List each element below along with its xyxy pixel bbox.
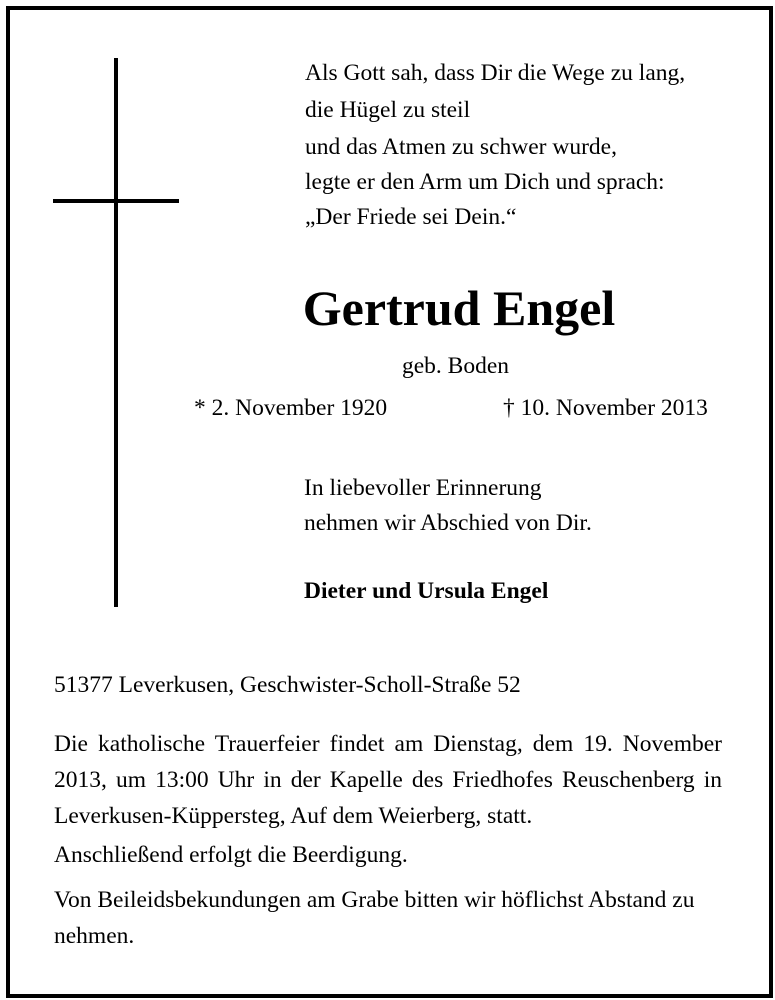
- mourners-signature: Dieter und Ursula Engel: [304, 578, 549, 604]
- memory-line: nehmen wir Abschied von Dir.: [304, 510, 592, 536]
- burial-notice: Anschließend erfolgt die Beerdigung.: [54, 842, 408, 868]
- condolence-notice: Von Beileidsbekundungen am Grabe bitten wir höflichst Abstand zu nehmen.: [54, 887, 695, 949]
- poem-line: die Hügel zu steil: [305, 97, 471, 123]
- ceremony-notice: Die katholische Trauerfeier findet am Dienstag, dem 19. November 2013, um 13:00 Uhr in der Kapelle des Friedhofes Reuschenberg in Leverkusen-Küppersteg, Auf dem Weierberg, statt.: [54, 731, 722, 829]
- maiden-name: geb. Boden: [402, 353, 510, 379]
- memory-line: In liebevoller Erinnerung: [304, 475, 542, 501]
- poem-line: „Der Friede sei Dein.“: [305, 204, 517, 230]
- cross-horizontal-bar: [53, 199, 179, 203]
- deceased-name: Gertrud Engel: [302, 280, 616, 336]
- poem-line: Als Gott sah, dass Dir die Wege zu lang,: [305, 60, 686, 86]
- death-date: † 10. November 2013: [503, 395, 708, 421]
- address: 51377 Leverkusen, Geschwister-Scholl-Straße 52: [54, 672, 521, 698]
- birth-date: * 2. November 1920: [194, 395, 388, 421]
- poem-line: legte er den Arm um Dich und sprach:: [305, 169, 665, 195]
- poem-line: und das Atmen zu schwer wurde,: [305, 134, 617, 160]
